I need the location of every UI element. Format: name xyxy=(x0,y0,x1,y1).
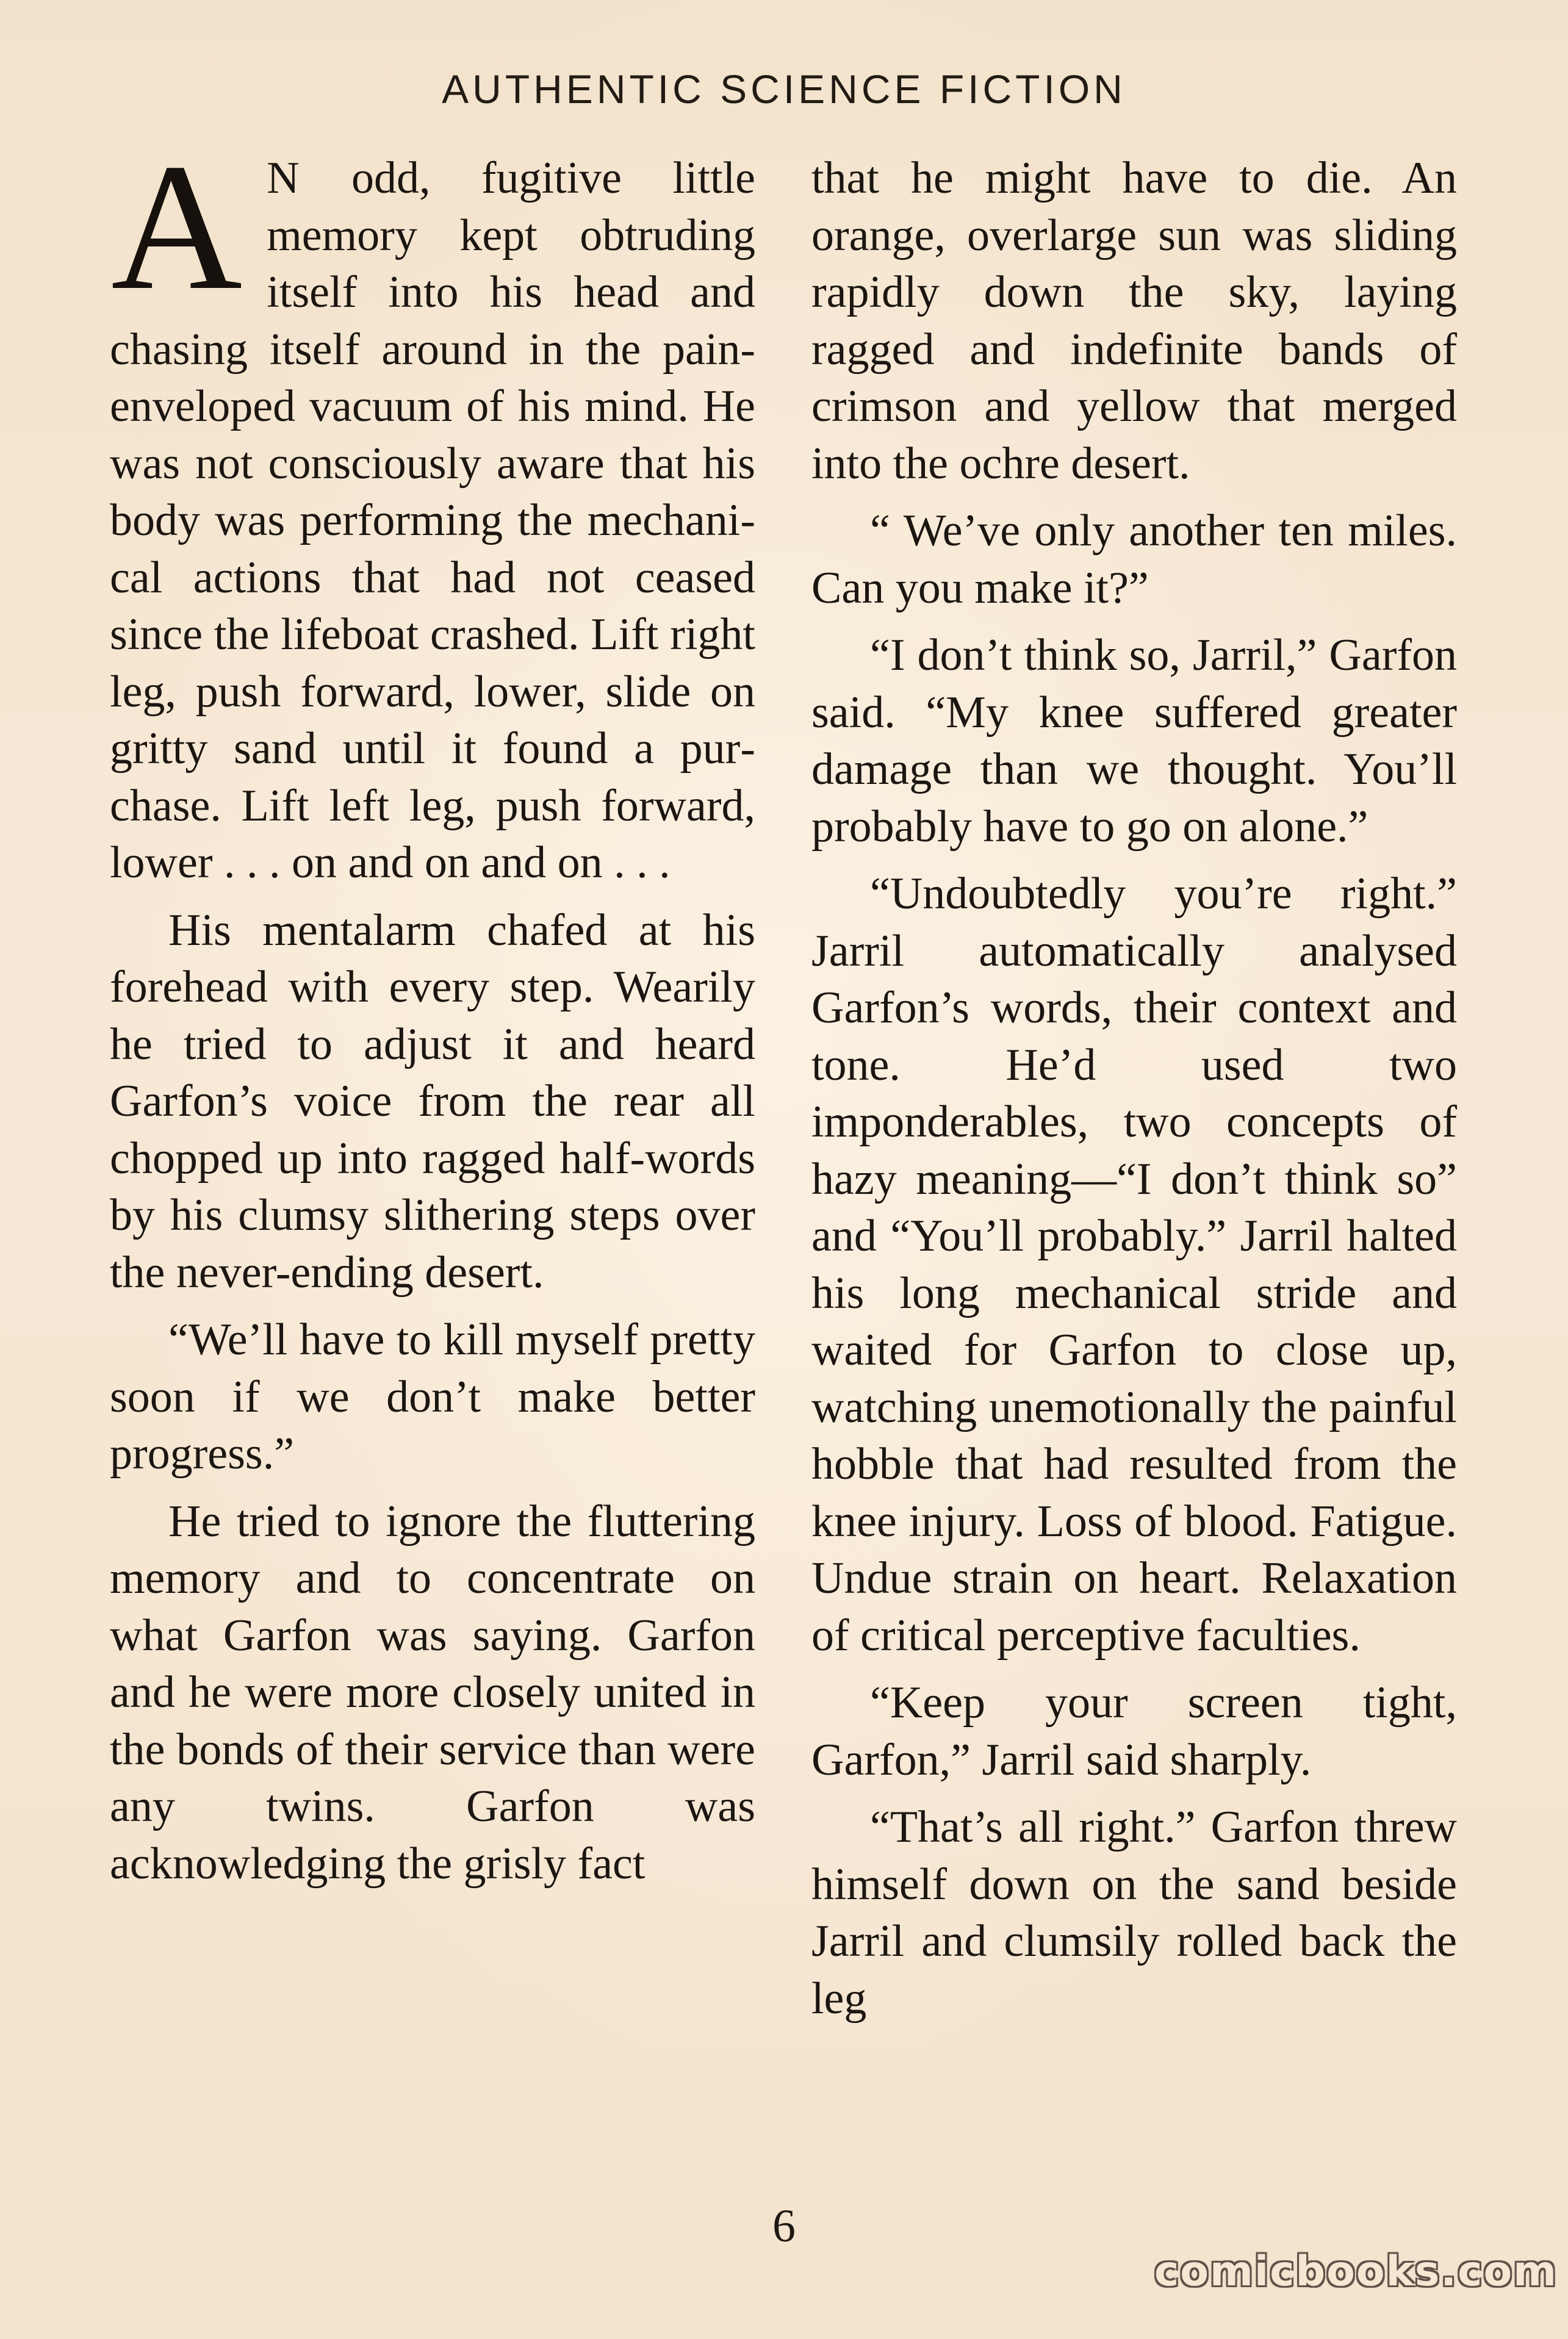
paragraph-ten-miles: “ We’ve only another ten miles. Can you make it?” xyxy=(811,506,1457,613)
paragraph-undoubtedly: “Undoubtedly you’re right.” Jarril automatically analysed Garfon’s words, their context and tone. He’d used two imponderables, two concepts of hazy meaning—“I don’t think so” and “You’ll probably.” Jarril halted his long mechanical stride and waited for Garfon to close up, watching unemotionally the painful hobble that had resulted from the knee injury. Loss of blood. Fatigue. Undue strain on heart. Relaxation of critical perceptive faculties. xyxy=(811,869,1457,1661)
paragraph-dont-think-so: “I don’t think so, Jarril,” Garfon said. “My knee suffered greater damage than we thought. You’ll probably have to go on alone.” xyxy=(811,630,1457,852)
drop-cap: A xyxy=(111,126,243,328)
paragraph-ignore-memory: He tried to ignore the fluttering memory and to concentrate on what Garfon was saying. Garfon and he were more closely united in the bonds of their service than were any twins. Garfon was acknowledging the grisly fact xyxy=(110,1496,755,1889)
paragraph-kill-myself: “We’ll have to kill myself pretty soon if we don’t make better progress.” xyxy=(110,1315,755,1479)
paragraph-keep-screen: “Keep your screen tight, Garfon,” Jarril said sharply. xyxy=(811,1678,1457,1785)
left-column xyxy=(110,126,755,1903)
site-watermark: comicbooks.com xyxy=(1154,2247,1558,2296)
running-title: AUTHENTIC SCIENCE FICTION xyxy=(442,66,1126,112)
paragraph-thats-all-right: “That’s all right.” Garfon threw himself down on the sand beside Jarril and clumsily rolled back the leg xyxy=(811,1802,1457,2024)
paragraph-mentalarm: His mentalarm chafed at his forehead with every step. Wearily he tried to adjust it and heard Garfon’s voice from the rear all chopped up into ragged half-words by his clumsy slithering steps over the never-ending desert. xyxy=(110,905,755,1298)
right-column xyxy=(811,150,1457,2038)
page-number: 6 xyxy=(772,2201,796,2252)
paragraph-continued: that he might have to die. An orange, overlarge sun was sliding rapidly down the sky, laying ragged and indefinite bands of crimson and yellow that merged into the ochre desert. xyxy=(811,153,1457,489)
opening-word: N xyxy=(267,153,301,203)
opening-paragraph-text: odd, fugitive little memory kept obtruding itself into his head and chasing itself around in the pain-enveloped vacuum of his mind. He was not consciously aware that his body was performing the mechanical actions that had not ceased since the lifeboat crashed. Lift right leg, push forward, lower, slide on gritty sand until it found a purchase. Lift left leg, push forward, lower . . . on and on and on . . . xyxy=(110,153,755,888)
opening-paragraph xyxy=(110,126,755,892)
